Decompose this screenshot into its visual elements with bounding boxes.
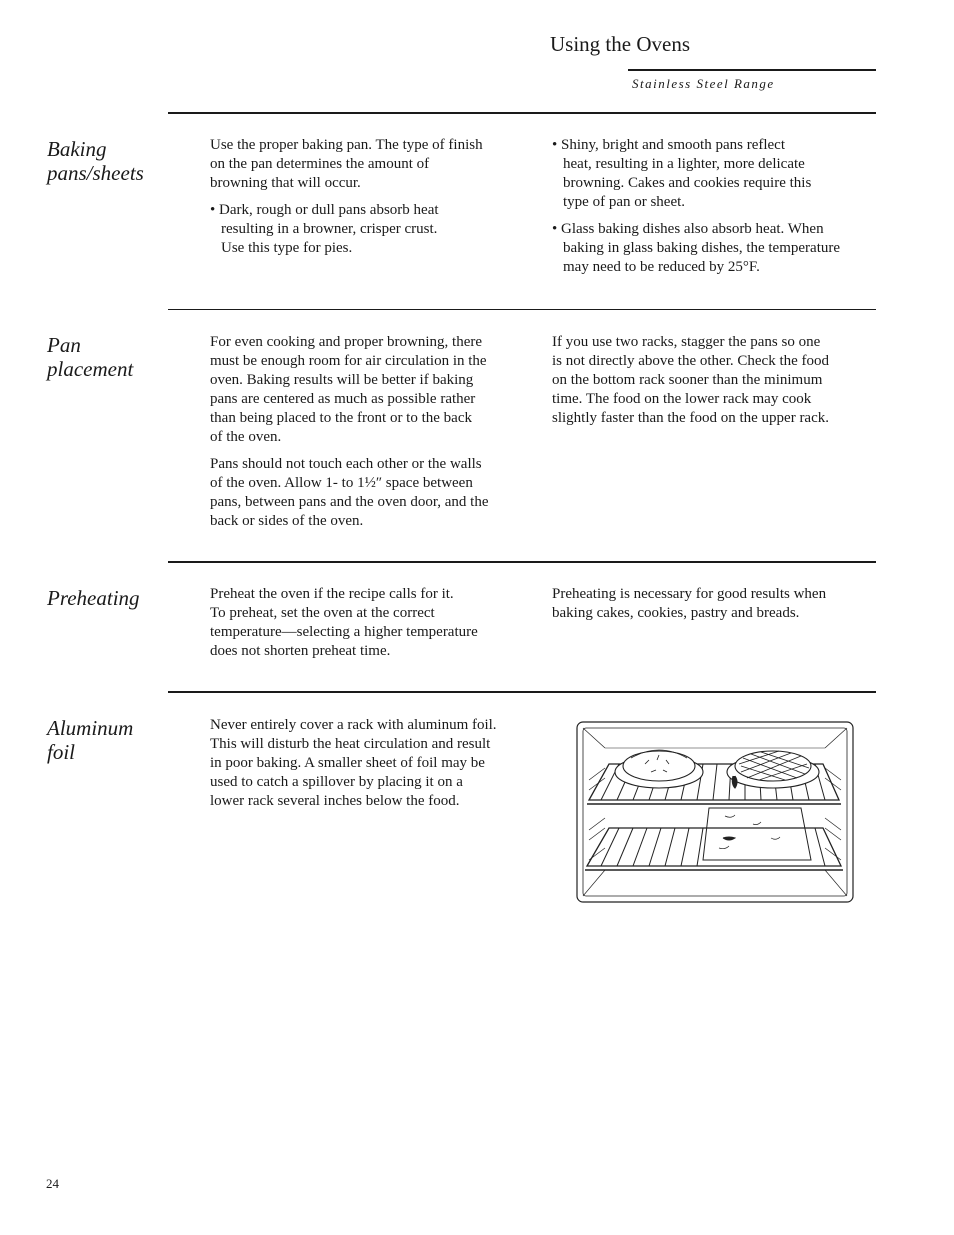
text-line: This will disturb the heat circulation and result [210, 736, 491, 752]
section-title-line: pans/sheets [47, 161, 144, 185]
text-line: Preheat the oven if the recipe calls for it. [210, 586, 454, 602]
baking-pans-left-column [210, 136, 538, 266]
section-title-line: Preheating [47, 586, 140, 610]
section-divider-pan-placement [168, 309, 876, 310]
pan-placement-right-column [552, 333, 876, 436]
paragraph [552, 333, 876, 428]
section-title-line: Pan [47, 333, 81, 357]
text-line: is not directly above the other. Check the food [552, 353, 830, 369]
page-subtitle: Stainless Steel Range [632, 76, 775, 91]
text-line: resulting in a browner, crisper crust. [221, 221, 438, 237]
text-line: oven. Baking results will be better if baking [210, 372, 474, 388]
pie-right [727, 751, 819, 788]
text-line: than being placed to the front or to the back [210, 410, 472, 426]
paragraph [210, 455, 538, 531]
text-line: lower rack several inches below the food. [210, 793, 460, 809]
preheating-right-column [552, 585, 876, 631]
section-divider-preheating [168, 561, 876, 563]
text-line: baking cakes, cookies, pastry and breads. [552, 605, 800, 621]
text-line: of the oven. Allow 1- to 1½″ space between [210, 475, 473, 491]
section-title-pan-placement [47, 333, 165, 381]
text-line: Use this type for pies. [221, 240, 353, 256]
paragraph [210, 333, 538, 447]
baking-pans-right-column [552, 136, 876, 285]
text-line: baking in glass baking dishes, the temperature [563, 240, 841, 256]
text-line: heat, resulting in a lighter, more delicate [563, 156, 805, 172]
text-line: on the pan determines the amount of [210, 156, 430, 172]
foil-sheet [703, 808, 811, 860]
section-title-baking-pans [47, 137, 165, 185]
aluminum-foil-left-column [210, 716, 538, 819]
text-line: time. The food on the lower rack may cook [552, 391, 812, 407]
preheating-left-column [210, 585, 538, 669]
text-line: must be enough room for air circulation in the [210, 353, 487, 369]
text-line: Never entirely cover a rack with aluminum foil. [210, 717, 497, 733]
text-line: temperature—selecting a higher temperature [210, 624, 478, 640]
section-divider-aluminum-foil [168, 691, 876, 693]
text-line: on the bottom rack sooner than the minimum [552, 372, 823, 388]
bullet-item [552, 136, 876, 212]
text-line: used to catch a spillover by placing it on a [210, 774, 463, 790]
pan-placement-left-column [210, 333, 538, 539]
text-line: • Shiny, bright and smooth pans reflect [552, 137, 785, 153]
text-line: in poor baking. A smaller sheet of foil may be [210, 755, 485, 771]
paragraph [210, 716, 538, 811]
paragraph [552, 585, 876, 623]
text-line: Preheating is necessary for good results when [552, 586, 827, 602]
text-line: To preheat, set the oven at the correct [210, 605, 435, 621]
text-line: Pans should not touch each other or the walls [210, 456, 482, 472]
text-line: browning. Cakes and cookies require this [563, 175, 812, 191]
section-title-line: Aluminum [47, 716, 134, 740]
text-line: back or sides of the oven. [210, 513, 364, 529]
paragraph [210, 136, 538, 193]
text-line: type of pan or sheet. [563, 194, 686, 210]
section-title-line: Baking [47, 137, 107, 161]
section-title-line: foil [47, 740, 76, 764]
text-line: slightly faster than the food on the upper rack. [552, 410, 830, 426]
section-title-preheating [47, 586, 165, 610]
text-line: pans, between pans and the oven door, and the [210, 494, 489, 510]
page-title: Using the Ovens [550, 32, 690, 56]
paragraph [210, 585, 538, 661]
text-line: If you use two racks, stagger the pans so one [552, 334, 821, 350]
text-line: • Dark, rough or dull pans absorb heat [210, 202, 439, 218]
text-line: Use the proper baking pan. The type of finish [210, 137, 483, 153]
bullet-item [552, 220, 876, 277]
section-title-line: placement [47, 357, 134, 381]
text-line: does not shorten preheat time. [210, 643, 391, 659]
page-number: 24 [46, 1176, 59, 1191]
header-rule [628, 69, 876, 71]
text-line: • Glass baking dishes also absorb heat. When [552, 221, 824, 237]
text-line: of the oven. [210, 429, 282, 445]
section-divider-top [168, 112, 876, 114]
oven-racks-illustration [575, 720, 855, 904]
text-line: pans are centered as much as possible rather [210, 391, 476, 407]
pie-left [615, 750, 703, 788]
text-line: may need to be reduced by 25°F. [563, 259, 760, 275]
text-line: For even cooking and proper browning, there [210, 334, 483, 350]
bullet-item [210, 201, 538, 258]
text-line: browning that will occur. [210, 175, 361, 191]
section-title-aluminum-foil [47, 716, 165, 764]
